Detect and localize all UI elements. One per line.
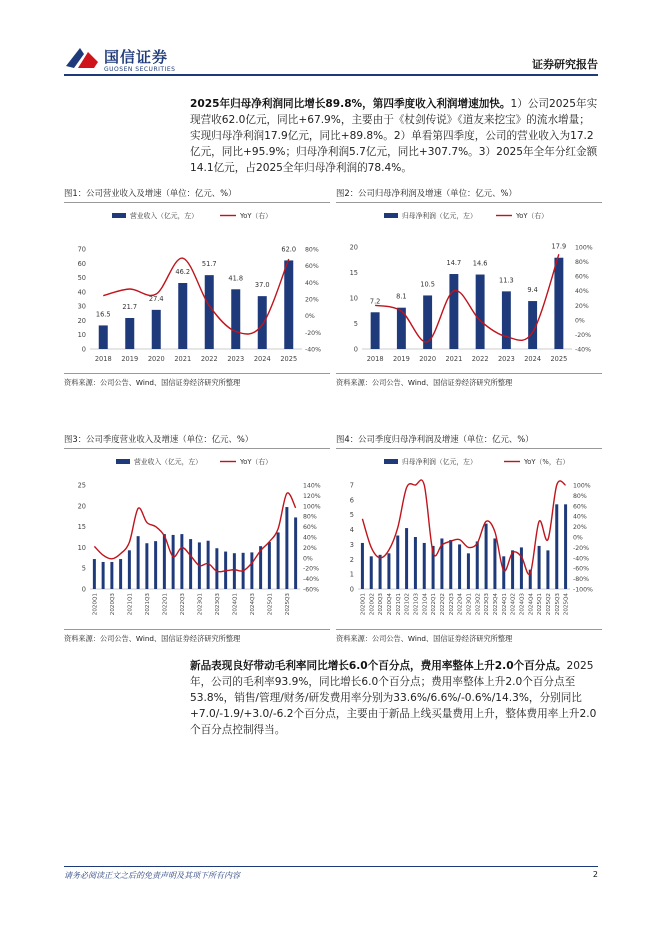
bar bbox=[554, 258, 563, 349]
x-tick-label: 2022Q2 bbox=[439, 593, 446, 616]
x-tick-label: 2024 bbox=[253, 355, 271, 363]
figure-2 bbox=[336, 186, 602, 388]
figure-bottom-rule bbox=[64, 373, 330, 374]
y-tick-label: 5 bbox=[81, 564, 86, 573]
x-tick-label: 2020Q3 bbox=[109, 593, 116, 616]
legend-bar-swatch bbox=[384, 213, 398, 218]
bar-value-label: 11.3 bbox=[499, 276, 514, 285]
legend-line-label: YoY（右） bbox=[516, 212, 548, 220]
y2-tick-label: 20% bbox=[573, 524, 587, 532]
bar bbox=[423, 543, 426, 589]
quarterly-revenue-chart bbox=[64, 449, 330, 629]
bar bbox=[137, 536, 140, 589]
bar bbox=[233, 553, 236, 589]
bar bbox=[284, 260, 293, 349]
y-tick-label: 30 bbox=[77, 302, 86, 311]
x-tick-label: 2019 bbox=[121, 355, 139, 363]
bar bbox=[485, 524, 488, 589]
figure-source: 资料来源：公司公告、Wind、国信证券经济研究所整理 bbox=[64, 634, 241, 643]
x-tick-label: 2024Q2 bbox=[510, 593, 517, 616]
paragraph-body: 2025年，公司的毛利率93.9%，同比增长6.0个百分点；费用率整体上升2.0个百分点至53.8%，销售/管理/财务/研发费用率分别为33.6%/6.6%/-0.6%/14.3%，分别同比+7.0/-1.9/+3.0/-6.2个百分点，主要由于新品上线买量费用上升，整体费用率上升2.0个百分点控制得当。 bbox=[190, 660, 597, 736]
bar-value-label: 14.6 bbox=[472, 259, 488, 268]
bar-value-label: 8.1 bbox=[396, 292, 407, 301]
bar bbox=[294, 517, 297, 589]
x-tick-label: 2023Q3 bbox=[484, 593, 491, 616]
bar bbox=[180, 534, 183, 589]
paragraph-margin-expenses bbox=[190, 658, 600, 738]
y2-tick-label: 20% bbox=[305, 296, 319, 304]
y-tick-label: 0 bbox=[353, 345, 358, 354]
x-tick-label: 2022Q1 bbox=[162, 593, 169, 616]
bar-value-label: 37.0 bbox=[254, 281, 270, 290]
figure-title: 图1：公司营业收入及增速（单位：亿元、%） bbox=[64, 188, 237, 198]
y2-tick-label: 40% bbox=[575, 288, 589, 296]
net-profit-chart bbox=[336, 203, 602, 373]
x-tick-label: 2021Q3 bbox=[413, 593, 420, 616]
bar-value-label: 7.2 bbox=[369, 297, 381, 306]
y2-tick-label: -20% bbox=[575, 331, 591, 339]
y2-tick-label: 100% bbox=[303, 503, 321, 511]
y2-tick-label: 0% bbox=[303, 555, 313, 563]
y2-tick-label: -40% bbox=[305, 346, 321, 354]
y2-tick-label: 100% bbox=[573, 482, 591, 490]
bar-value-label: 62.0 bbox=[281, 245, 297, 254]
figure-4 bbox=[336, 432, 602, 644]
figure-1 bbox=[64, 186, 330, 388]
bar bbox=[205, 275, 214, 349]
x-tick-label: 2021Q1 bbox=[127, 593, 134, 616]
x-tick-label: 2021 bbox=[174, 355, 192, 363]
x-tick-label: 2022Q3 bbox=[448, 593, 455, 616]
figure-title: 图4：公司季度归母净利润及增速（单位：亿元、%） bbox=[336, 434, 534, 444]
figure-title: 图3：公司季度营业收入及增速（单位：亿元、%） bbox=[64, 434, 254, 444]
y-tick-label: 20 bbox=[77, 316, 86, 325]
y2-tick-label: 80% bbox=[305, 246, 319, 254]
yoy-line bbox=[362, 480, 565, 575]
x-tick-label: 2025Q3 bbox=[284, 593, 291, 616]
bar bbox=[538, 546, 541, 589]
bar bbox=[476, 541, 479, 589]
y2-tick-label: 40% bbox=[305, 279, 319, 287]
bar-value-label: 51.7 bbox=[201, 260, 217, 269]
bar bbox=[125, 318, 134, 349]
bar bbox=[371, 312, 380, 349]
y2-tick-label: -20% bbox=[573, 544, 589, 552]
legend-bar-swatch bbox=[112, 213, 126, 218]
page-header bbox=[0, 0, 662, 80]
bar-value-label: 10.5 bbox=[420, 280, 435, 289]
y2-tick-label: -80% bbox=[573, 576, 589, 584]
y-tick-label: 2 bbox=[349, 555, 354, 564]
logo-text: 国信证券 bbox=[104, 48, 169, 66]
y-tick-label: 70 bbox=[77, 245, 86, 254]
x-tick-label: 2021 bbox=[445, 355, 463, 363]
figure-3 bbox=[64, 432, 330, 644]
y2-tick-label: -60% bbox=[573, 565, 589, 573]
bar-value-label: 16.5 bbox=[95, 310, 111, 319]
legend-bar-label: 归母净利润（亿元，左） bbox=[402, 458, 477, 466]
bar bbox=[215, 548, 218, 589]
x-tick-label: 2023Q1 bbox=[197, 593, 204, 616]
y-tick-label: 15 bbox=[349, 269, 358, 277]
y2-tick-label: 20% bbox=[575, 302, 589, 310]
x-tick-label: 2021Q3 bbox=[144, 593, 151, 616]
y2-tick-label: 80% bbox=[575, 259, 589, 267]
bar bbox=[119, 559, 122, 589]
x-tick-label: 2020Q1 bbox=[92, 593, 99, 616]
y-tick-label: 3 bbox=[349, 540, 354, 549]
y-tick-label: 10 bbox=[77, 331, 86, 340]
y2-tick-label: 40% bbox=[303, 534, 317, 542]
x-tick-label: 2024Q3 bbox=[249, 593, 256, 616]
x-tick-label: 2022Q4 bbox=[457, 593, 464, 616]
footer-divider bbox=[64, 866, 598, 867]
quarterly-net-profit-chart bbox=[336, 449, 602, 629]
x-tick-label: 2025Q3 bbox=[554, 593, 561, 616]
legend-bar-label: 归母净利润（亿元，左） bbox=[402, 212, 477, 220]
legend-bar-label: 营业收入（亿元，左） bbox=[134, 458, 202, 466]
y2-tick-label: -40% bbox=[575, 346, 591, 354]
bar bbox=[405, 528, 408, 589]
y-tick-label: 5 bbox=[349, 511, 354, 520]
x-tick-label: 2020 bbox=[419, 355, 437, 363]
y-tick-label: 20 bbox=[349, 243, 358, 252]
x-tick-label: 2025 bbox=[550, 355, 568, 363]
x-tick-label: 2024Q1 bbox=[501, 593, 508, 616]
x-tick-label: 2025Q4 bbox=[563, 593, 570, 616]
x-tick-label: 2024 bbox=[524, 355, 542, 363]
x-tick-label: 2021Q2 bbox=[404, 593, 411, 616]
y-tick-label: 4 bbox=[349, 526, 354, 535]
bar-value-label: 9.4 bbox=[527, 286, 538, 295]
x-tick-label: 2023Q2 bbox=[475, 593, 482, 616]
bar bbox=[93, 559, 96, 589]
x-tick-label: 2024Q3 bbox=[519, 593, 526, 616]
bar bbox=[163, 534, 166, 589]
y2-tick-label: 60% bbox=[305, 263, 319, 271]
y2-tick-label: 80% bbox=[303, 513, 317, 521]
figure-title: 图2：公司归母净利润及增速（单位：亿元、%） bbox=[336, 188, 517, 198]
y2-tick-label: 140% bbox=[303, 482, 321, 490]
y2-tick-label: 20% bbox=[303, 544, 317, 552]
bar bbox=[449, 274, 458, 349]
bar bbox=[361, 543, 364, 589]
x-tick-label: 2022 bbox=[200, 355, 218, 363]
legend-line-label: YoY（%，右） bbox=[524, 458, 570, 466]
legend-bar-label: 营业收入（亿元，左） bbox=[130, 212, 198, 220]
y-tick-label: 5 bbox=[353, 320, 358, 328]
bar bbox=[178, 283, 187, 349]
legend-line-label: YoY（右） bbox=[240, 458, 272, 466]
x-tick-label: 2025Q1 bbox=[537, 593, 544, 616]
x-tick-label: 2022 bbox=[471, 355, 489, 363]
y-tick-label: 1 bbox=[349, 570, 354, 579]
legend-bar-swatch bbox=[116, 459, 130, 464]
y-tick-label: 60 bbox=[77, 259, 86, 268]
figure-source: 资料来源：公司公告、Wind、国信证券经济研究所整理 bbox=[64, 378, 241, 387]
bar bbox=[172, 535, 175, 589]
paragraph-heading: 2025年归母净利润同比增长89.8%，第四季度收入利润增速加快。 bbox=[190, 98, 511, 110]
figure-bottom-rule bbox=[336, 629, 602, 630]
bar bbox=[370, 556, 373, 589]
y2-tick-label: -60% bbox=[303, 586, 319, 594]
bar bbox=[511, 550, 514, 589]
bar bbox=[258, 296, 267, 349]
bar bbox=[449, 540, 452, 589]
x-tick-label: 2025Q1 bbox=[267, 593, 274, 616]
x-tick-label: 2020Q4 bbox=[386, 593, 393, 616]
x-tick-label: 2023 bbox=[227, 355, 245, 363]
x-tick-label: 2021Q4 bbox=[422, 593, 429, 616]
bar bbox=[414, 537, 417, 589]
bar bbox=[493, 538, 496, 589]
y-tick-label: 0 bbox=[81, 585, 86, 594]
x-tick-label: 2023 bbox=[497, 355, 515, 363]
header-divider bbox=[64, 74, 598, 76]
y2-tick-label: 60% bbox=[575, 273, 589, 281]
y-tick-label: 10 bbox=[77, 543, 86, 552]
paragraph-annual-results bbox=[190, 96, 600, 176]
y2-tick-label: 0% bbox=[573, 534, 583, 542]
revenue-chart bbox=[64, 203, 330, 373]
y-tick-label: 40 bbox=[77, 288, 86, 297]
bar bbox=[502, 556, 505, 589]
bar bbox=[250, 552, 253, 589]
x-tick-label: 2024Q1 bbox=[232, 593, 239, 616]
y2-tick-label: 100% bbox=[575, 244, 593, 252]
bar bbox=[99, 325, 108, 349]
y2-tick-label: 120% bbox=[303, 492, 321, 500]
y-tick-label: 7 bbox=[349, 481, 354, 490]
bar bbox=[128, 550, 131, 589]
x-tick-label: 2025Q2 bbox=[545, 593, 552, 616]
x-tick-label: 2021Q1 bbox=[395, 593, 402, 616]
bar bbox=[467, 553, 470, 589]
document-type: 证券研究报告 bbox=[532, 58, 598, 71]
bar bbox=[285, 507, 288, 589]
y2-tick-label: -100% bbox=[573, 586, 593, 594]
bar bbox=[476, 275, 485, 349]
figure-source: 资料来源：公司公告、Wind、国信证券经济研究所整理 bbox=[336, 378, 513, 387]
bar-value-label: 46.2 bbox=[175, 268, 191, 276]
bar bbox=[520, 547, 523, 589]
bar-value-label: 14.7 bbox=[446, 259, 462, 268]
y2-tick-label: 80% bbox=[573, 492, 587, 500]
x-tick-label: 2020Q3 bbox=[378, 593, 385, 616]
y2-tick-label: 0% bbox=[575, 317, 585, 325]
x-tick-label: 2025 bbox=[280, 355, 298, 363]
y-tick-label: 25 bbox=[77, 481, 86, 490]
figure-bottom-rule bbox=[64, 629, 330, 630]
bar bbox=[387, 553, 390, 589]
x-tick-label: 2020Q1 bbox=[360, 593, 367, 616]
bar bbox=[564, 504, 567, 589]
figure-source: 资料来源：公司公告、Wind、国信证券经济研究所整理 bbox=[336, 634, 513, 643]
bar bbox=[152, 310, 161, 349]
x-tick-label: 2019 bbox=[392, 355, 410, 363]
x-tick-label: 2023Q4 bbox=[492, 593, 499, 616]
bar-value-label: 41.8 bbox=[228, 274, 244, 283]
x-tick-label: 2023Q3 bbox=[214, 593, 221, 616]
x-tick-label: 2020Q2 bbox=[369, 593, 376, 616]
y2-tick-label: 0% bbox=[305, 313, 315, 321]
guosen-logo-icon bbox=[64, 44, 100, 72]
bar bbox=[396, 536, 399, 589]
x-tick-label: 2022Q1 bbox=[431, 593, 438, 616]
x-tick-label: 2024Q4 bbox=[528, 593, 535, 616]
logo-english-text: GUOSEN SECURITIES bbox=[104, 66, 176, 73]
bar bbox=[502, 291, 511, 349]
yoy-line bbox=[94, 493, 295, 572]
bar bbox=[268, 542, 271, 589]
y-tick-label: 50 bbox=[77, 274, 86, 283]
bar bbox=[110, 562, 113, 589]
x-tick-label: 2020 bbox=[147, 355, 165, 363]
y-tick-label: 10 bbox=[349, 294, 358, 303]
y-tick-label: 20 bbox=[77, 502, 86, 511]
paragraph-body: 1）公司2025年实现营收62.0亿元，同比+67.9%，主要由于《杖剑传说》《道友来挖宝》的流水增量；实现归母净利润17.9亿元，同比+89.8%。2）单看第四季度，公司的营业收入为17.2亿元，同比+95.9%；归母净利润5.7亿元，同比+307.7%。3）2025年全年分红金额14.1亿元，占2025全年归母净利润的78.4%。 bbox=[190, 98, 598, 174]
bar bbox=[231, 289, 240, 349]
footer-disclaimer: 请务必阅读正文之后的免责声明及其项下所有内容 bbox=[64, 871, 240, 880]
x-tick-label: 2018 bbox=[366, 355, 384, 363]
y-tick-label: 6 bbox=[349, 496, 354, 505]
y2-tick-label: 60% bbox=[573, 503, 587, 511]
bar bbox=[277, 532, 280, 589]
bar bbox=[102, 562, 105, 589]
y-tick-label: 0 bbox=[349, 585, 354, 594]
page-number: 2 bbox=[592, 870, 598, 879]
bar bbox=[379, 555, 382, 589]
bar-value-label: 27.4 bbox=[148, 294, 164, 303]
y2-tick-label: -20% bbox=[305, 329, 321, 337]
paragraph-heading: 新品表现良好带动毛利率同比增长6.0个百分点，费用率整体上升2.0个百分点。 bbox=[190, 660, 567, 672]
y2-tick-label: -20% bbox=[303, 565, 319, 573]
bar bbox=[154, 541, 157, 589]
bar-value-label: 17.9 bbox=[551, 242, 567, 251]
bar bbox=[546, 550, 549, 589]
y-tick-label: 15 bbox=[77, 523, 86, 532]
bar bbox=[145, 543, 148, 589]
y2-tick-label: 60% bbox=[303, 524, 317, 532]
y2-tick-label: 40% bbox=[573, 513, 587, 521]
y-tick-label: 0 bbox=[81, 345, 86, 354]
x-tick-label: 2023Q1 bbox=[466, 593, 473, 616]
legend-line-label: YoY（右） bbox=[240, 212, 272, 220]
bar-value-label: 21.7 bbox=[122, 303, 138, 311]
bar bbox=[555, 504, 558, 589]
legend-bar-swatch bbox=[384, 459, 398, 464]
bar bbox=[189, 539, 192, 589]
figure-bottom-rule bbox=[336, 373, 602, 374]
x-tick-label: 2018 bbox=[94, 355, 112, 363]
y2-tick-label: -40% bbox=[573, 555, 589, 563]
bar bbox=[458, 544, 461, 589]
y2-tick-label: -40% bbox=[303, 576, 319, 584]
x-tick-label: 2022Q3 bbox=[179, 593, 186, 616]
